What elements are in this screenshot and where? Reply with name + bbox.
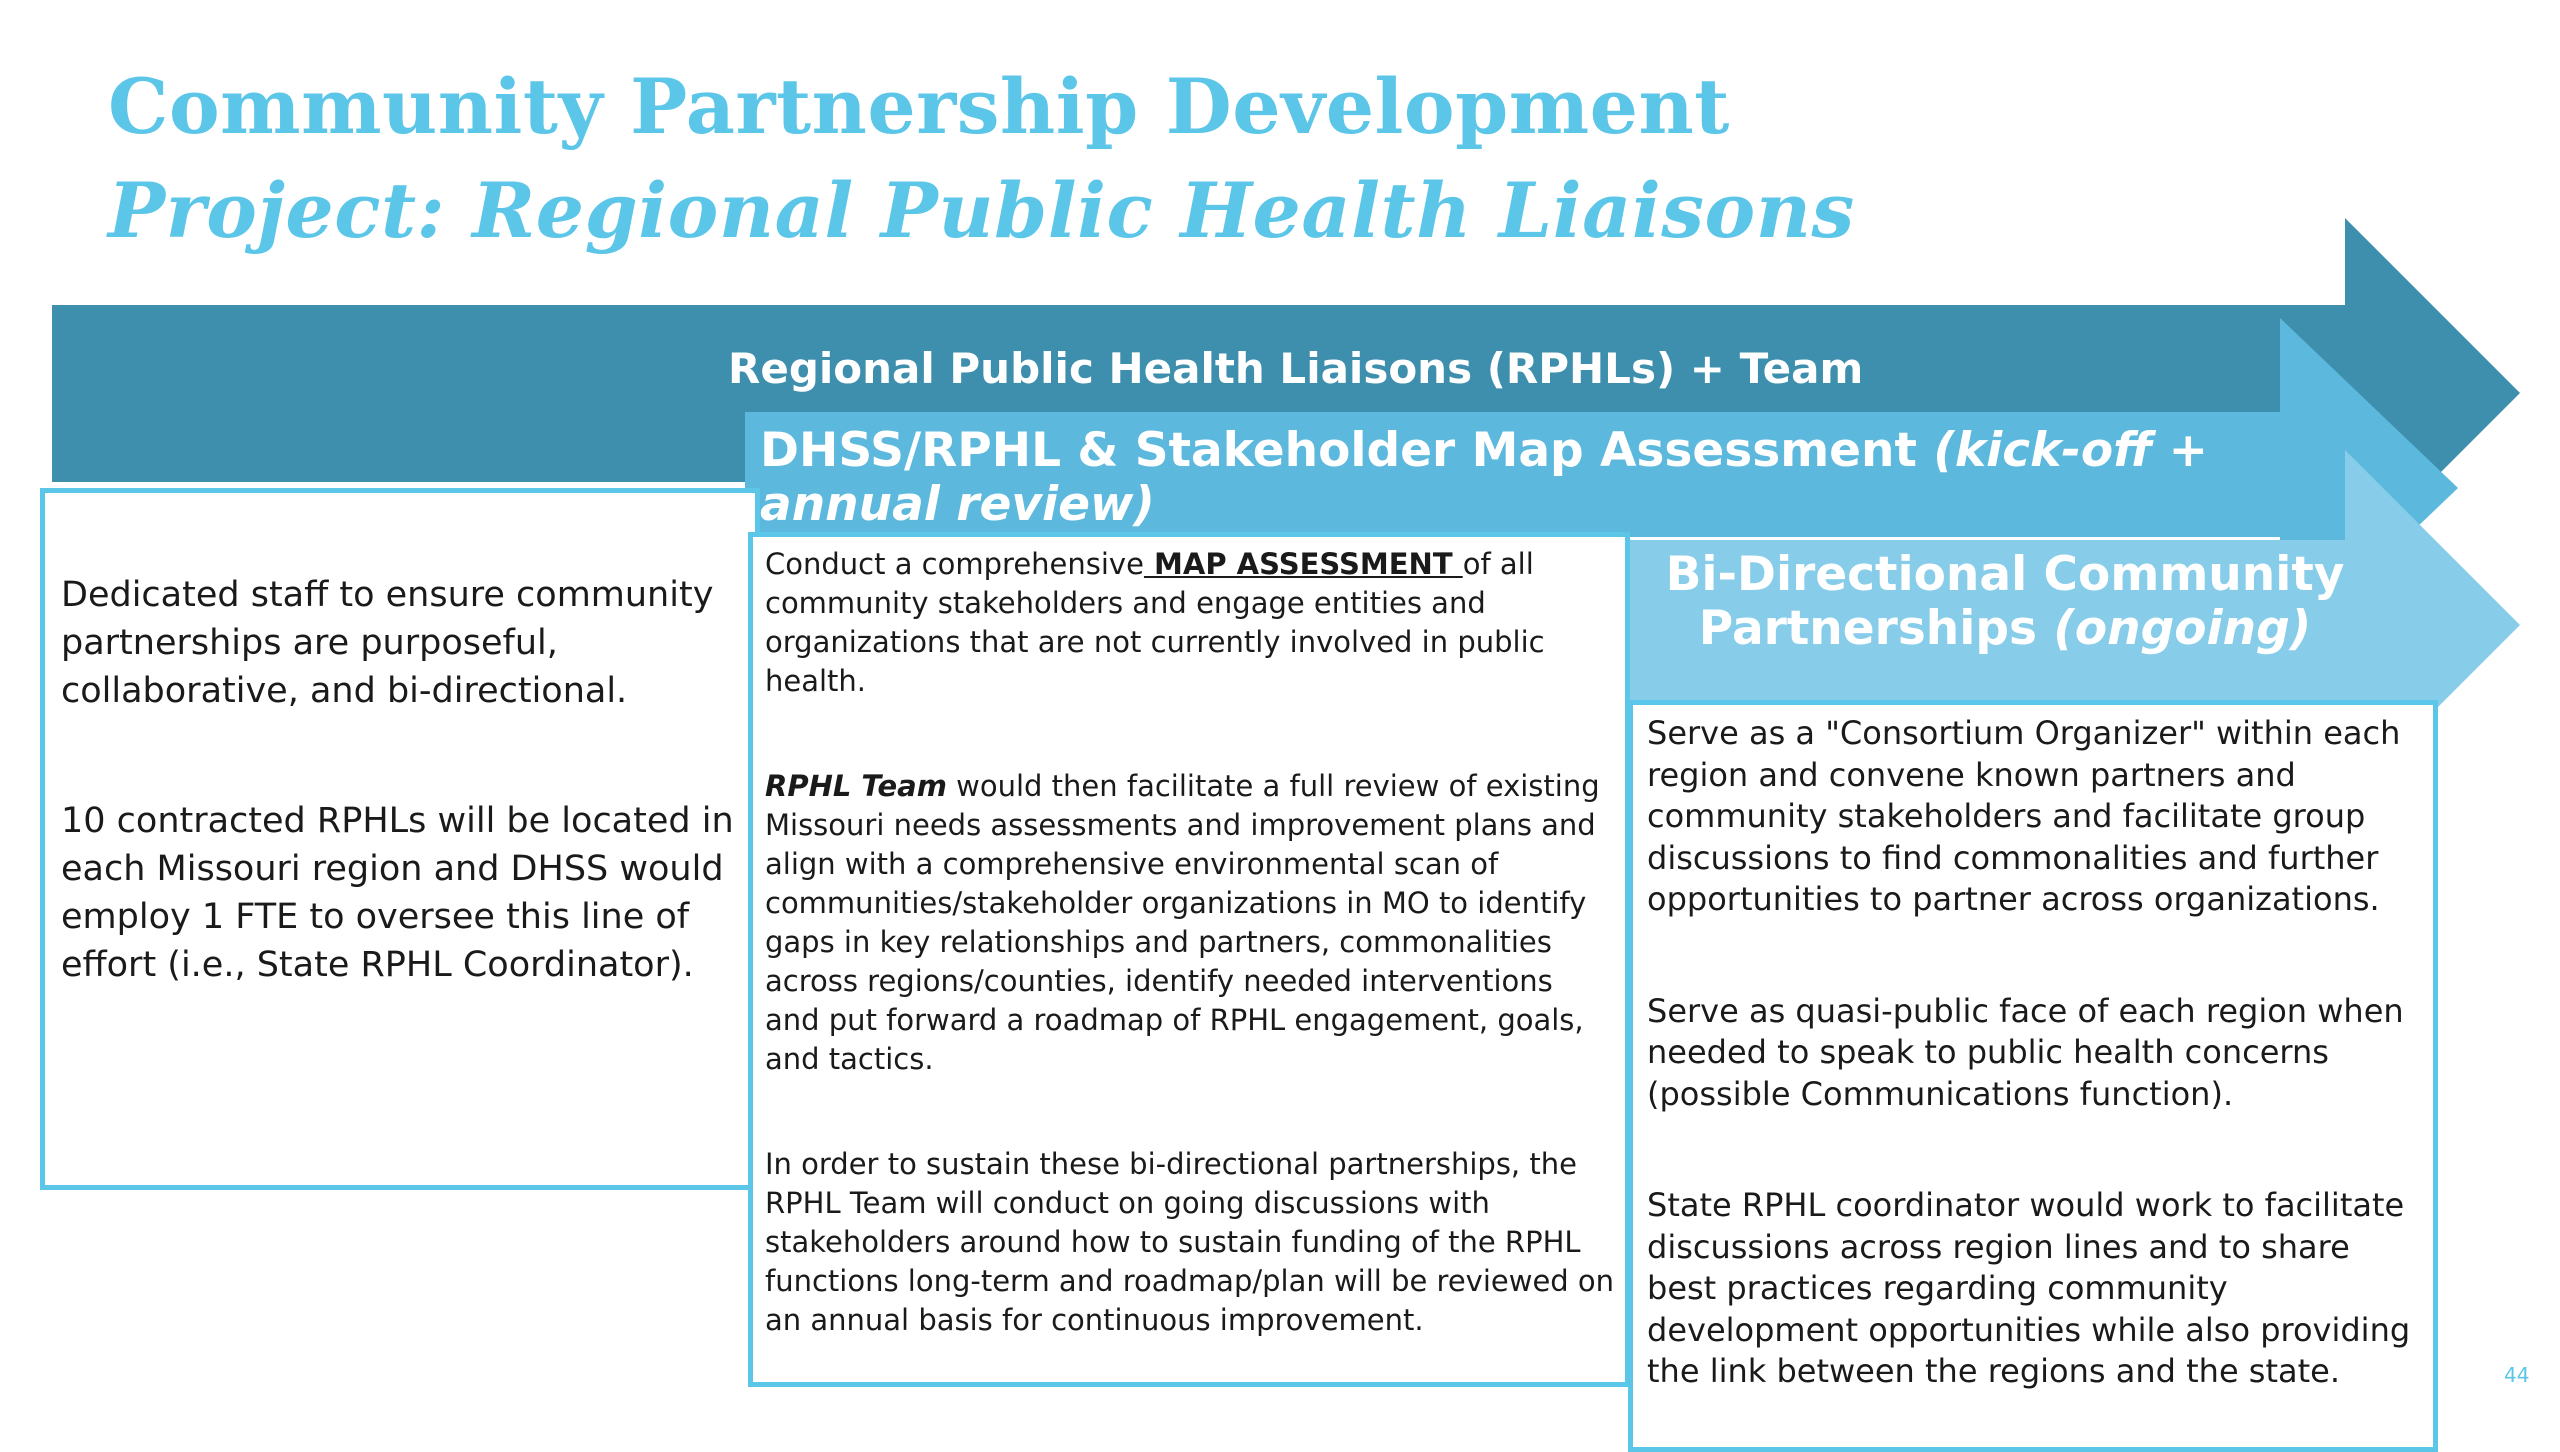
arrow-map-assessment-label (760, 424, 2270, 532)
arrow-map-assessment-text: DHSS/RPHL & Stakeholder Map Assessment (760, 423, 1917, 478)
arrow-bidirectional-text: Bi-Directional Community Partnerships (1665, 547, 2345, 656)
panel-bidirectional-partnerships (1628, 700, 2438, 1452)
arrow-bidirectional-label (1585, 548, 2425, 656)
panel-map-assessment (748, 532, 1630, 1387)
map-assessment-keyword: MAP ASSESSMENT (1143, 547, 1463, 581)
map-assessment-sustain: In order to sustain these bi-directional partnerships, the RPHL Team will conduct on going discussions with stakeholders around how to sustain funding of the RPHL functions long-term and roadmap/plan will be reviewed on an annual basis for continuous improvement. (765, 1147, 1615, 1337)
slide-subtitle: Project: Regional Public Health Liaisons (108, 166, 1855, 255)
rphl-team-staffing: 10 contracted RPHLs will be located in each Missouri region and DHSS would employ 1 FTE to oversee this line of effort (i.e., State RPHL Coordinator). (61, 801, 734, 985)
rphl-team-purpose: Dedicated staff to ensure community partnerships are purposeful, collaborative, and bi-directional. (61, 575, 714, 711)
arrow-bidirectional-qualifier: (ongoing) (2053, 601, 2312, 656)
partnerships-public-face: Serve as quasi-public face of each region when needed to speak to public health concerns (possible Communications function). (1647, 991, 2404, 1113)
slide-title: Community Partnership Development (108, 62, 1730, 151)
partnerships-consortium: Serve as a "Consortium Organizer" within each region and convene known partners and community stakeholders and facilitate group discussions to find commonalities and further opportunities to partner across organizations. (1647, 714, 2401, 918)
map-assessment-intro-post: of all community stakeholders and engage entities and organizations that are not currently involved in public health. (765, 547, 1545, 698)
panel-rphl-team (40, 488, 760, 1190)
arrow-rphl-team-label (728, 344, 1863, 393)
map-assessment-intro (765, 545, 1615, 701)
map-assessment-review (765, 767, 1615, 1079)
rphl-team-keyword: RPHL Team (765, 769, 947, 803)
map-assessment-review-text: would then facilitate a full review of existing Missouri needs assessments and improvement plans and align with a comprehensive environmental scan of communities/stakeholder organizations in MO to identify gaps in key relationships and partners, commonalities across regions/counties, identify needed interventions and put forward a roadmap of RPHL engagement, goals, and tactics. (765, 769, 1600, 1076)
partnerships-state-coordinator: State RPHL coordinator would work to facilitate discussions across region lines and to share best practices regarding community development opportunities while also providing the link between the regions and the state. (1647, 1186, 2411, 1390)
arrow-map-assessment-qualifier: (kick-off + annual review) (760, 423, 2209, 532)
arrow-rphl-team-text: Regional Public Health Liaisons (RPHLs) + Team (728, 344, 1864, 393)
page-number: 44 (2504, 1363, 2530, 1387)
map-assessment-intro-pre: Conduct a comprehensive (765, 547, 1144, 581)
